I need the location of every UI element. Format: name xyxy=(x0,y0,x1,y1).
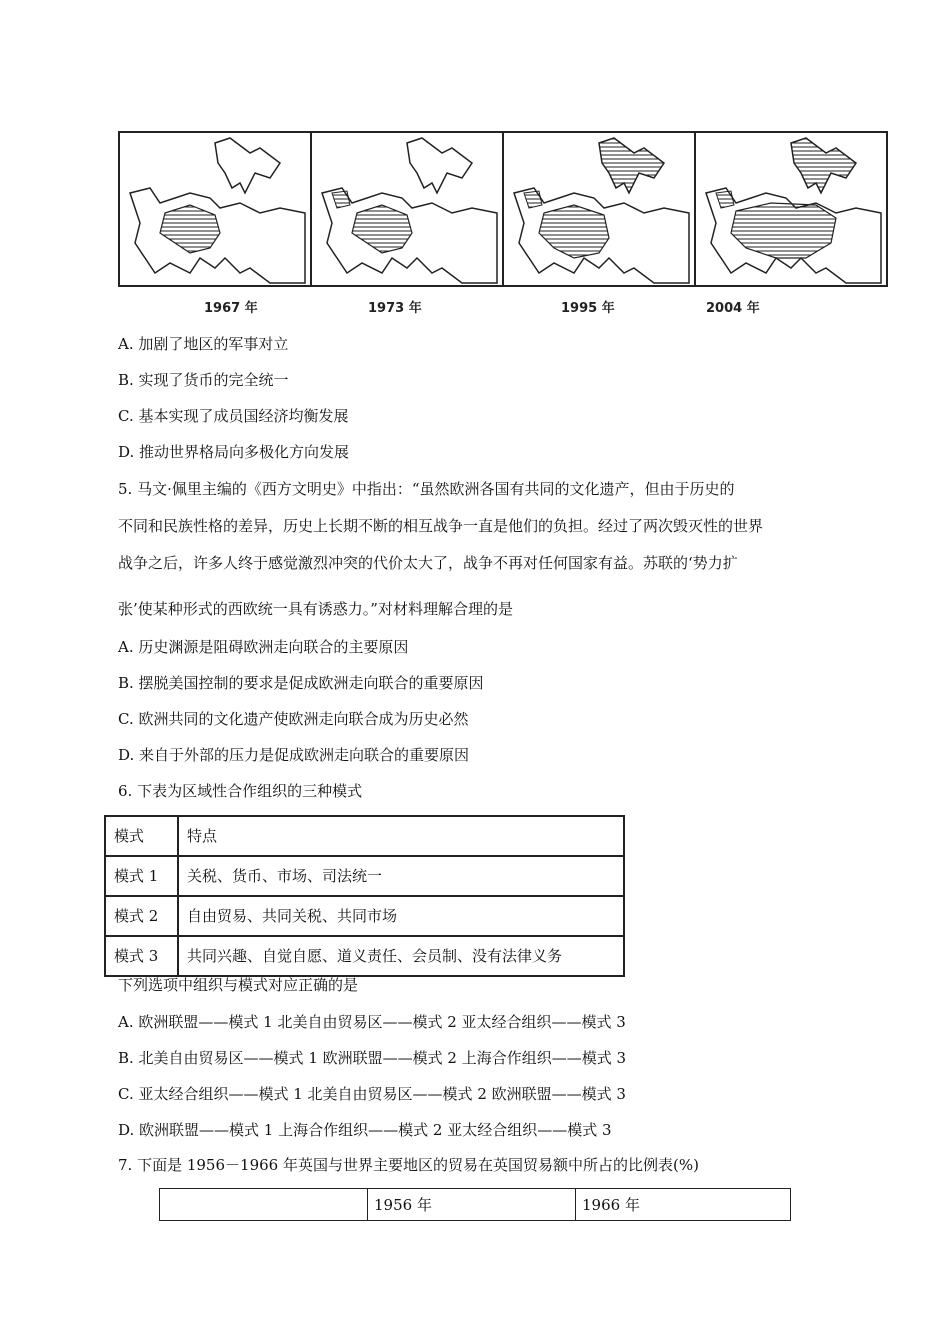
table-header-cell: 模式 xyxy=(105,816,178,856)
table-row xyxy=(105,936,624,976)
map-2004 xyxy=(696,133,886,285)
europe-map-image xyxy=(696,133,886,285)
map-1995 xyxy=(504,133,696,285)
europe-map-image xyxy=(504,133,694,285)
table-cell: 关税、货币、市场、司法统一 xyxy=(178,856,624,896)
q4-option-b: B. 实现了货币的完全统一 xyxy=(118,371,289,389)
q7-table xyxy=(159,1188,791,1221)
year-label: 2004 年 xyxy=(706,301,760,316)
year-label: 1973 年 xyxy=(368,301,422,316)
q6-option-c: C. 亚太经合组织——模式 1 北美自由贸易区——模式 2 欧洲联盟——模式 3 xyxy=(118,1085,626,1103)
q6-option-d: D. 欧洲联盟——模式 1 上海合作组织——模式 2 亚太经合组织——模式 3 xyxy=(118,1121,612,1139)
table-header-cell xyxy=(160,1189,368,1221)
q5-stem-line: 5. 马文·佩里主编的《西方文明史》中指出：“虽然欧洲各国有共同的文化遗产，但由于历史的 xyxy=(118,480,735,498)
europe-map-image xyxy=(120,133,310,285)
q5-stem-line: 张’使某种形式的西欧统一具有诱惑力。”对材料理解合理的是 xyxy=(118,600,513,618)
q6-option-b: B. 北美自由贸易区——模式 1 欧洲联盟——模式 2 上海合作组织——模式 3 xyxy=(118,1049,627,1067)
map-1973 xyxy=(312,133,504,285)
table-cell: 自由贸易、共同关税、共同市场 xyxy=(178,896,624,936)
q6-option-a: A. 欧洲联盟——模式 1 北美自由贸易区——模式 2 亚太经合组织——模式 3 xyxy=(118,1013,626,1031)
q7-stem: 7. 下面是 1956－1966 年英国与世界主要地区的贸易在英国贸易额中所占的比例表(%) xyxy=(118,1156,699,1174)
europe-map-strip xyxy=(118,131,888,287)
year-label: 1995 年 xyxy=(561,301,615,316)
q6-question: 下列选项中组织与模式对应正确的是 xyxy=(118,976,359,994)
q4-option-a: A. 加剧了地区的军事对立 xyxy=(118,335,289,353)
table-header-row xyxy=(160,1189,791,1221)
table-cell: 模式 1 xyxy=(105,856,178,896)
q5-option-a: A. 历史渊源是阻碍欧洲走向联合的主要原因 xyxy=(118,638,409,656)
q4-option-c: C. 基本实现了成员国经济均衡发展 xyxy=(118,407,349,425)
table-header-cell: 1966 年 xyxy=(576,1189,791,1221)
table-row xyxy=(105,856,624,896)
q5-option-b: B. 摆脱美国控制的要求是促成欧洲走向联合的重要原因 xyxy=(118,674,484,692)
q5-option-d: D. 来自于外部的压力是促成欧洲走向联合的重要原因 xyxy=(118,746,470,764)
q6-table xyxy=(104,815,625,977)
year-label: 1967 年 xyxy=(204,301,258,316)
table-header-cell: 特点 xyxy=(178,816,624,856)
table-row xyxy=(105,896,624,936)
europe-map-image xyxy=(312,133,502,285)
q5-option-c: C. 欧洲共同的文化遗产使欧洲走向联合成为历史必然 xyxy=(118,710,469,728)
table-header-cell: 1956 年 xyxy=(368,1189,576,1221)
table-cell: 模式 3 xyxy=(105,936,178,976)
q5-stem-line: 战争之后，许多人终于感觉激烈冲突的代价太大了，战争不再对任何国家有益。苏联的‘势力扩 xyxy=(118,554,738,572)
map-1967 xyxy=(120,133,312,285)
map-year-labels xyxy=(118,297,888,317)
q4-option-d: D. 推动世界格局向多极化方向发展 xyxy=(118,443,350,461)
table-cell: 共同兴趣、自觉自愿、道义责任、会员制、没有法律义务 xyxy=(178,936,624,976)
table-cell: 模式 2 xyxy=(105,896,178,936)
q5-stem-line: 不同和民族性格的差异，历史上长期不断的相互战争一直是他们的负担。经过了两次毁灭性的世界 xyxy=(118,517,764,535)
table-header-row xyxy=(105,816,624,856)
q6-stem: 6. 下表为区域性合作组织的三种模式 xyxy=(118,782,363,800)
